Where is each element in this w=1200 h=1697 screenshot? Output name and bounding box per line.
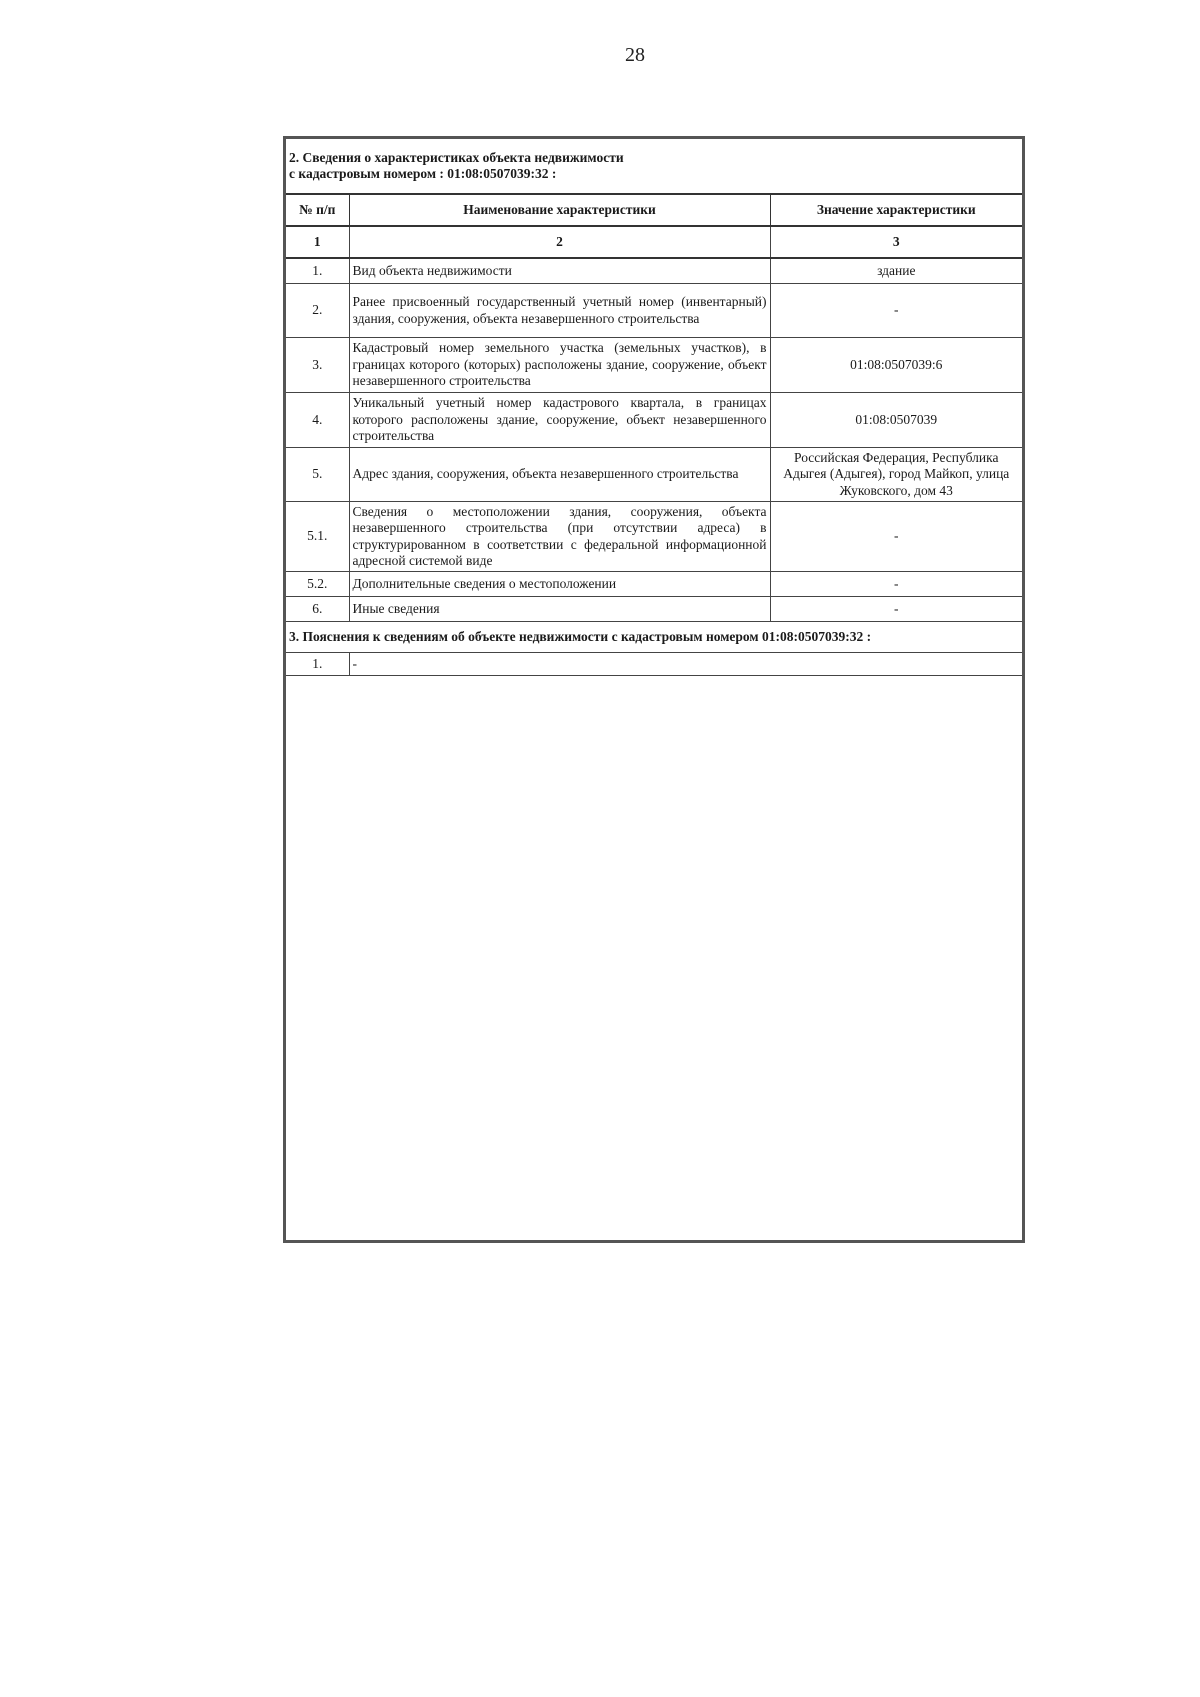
table-row: [286, 338, 1022, 393]
section3-title-row: [286, 622, 1022, 653]
column-number-3: 3: [770, 226, 1022, 258]
explanation-text: -: [349, 653, 1022, 676]
table-row: [286, 393, 1022, 448]
row-name: Кадастровый номер земельного участка (земельных участков), в границах которого (которых) расположены здание, сооружение, объект незавершенного строительства: [349, 338, 770, 393]
row-number: 5.: [286, 448, 349, 502]
header-name: Наименование характеристики: [349, 194, 770, 226]
characteristics-table: [286, 139, 1022, 676]
row-number: 5.1.: [286, 502, 349, 572]
row-value: Российская Федерация, Республика Адыгея (Адыгея), город Майкоп, улица Жуковского, дом 43: [770, 448, 1022, 502]
table-row: [286, 502, 1022, 572]
row-number: 2.: [286, 284, 349, 338]
row-value: -: [770, 597, 1022, 622]
row-number: 6.: [286, 597, 349, 622]
explanation-row: [286, 653, 1022, 676]
section2-title-row: [286, 139, 1022, 194]
row-value: -: [770, 502, 1022, 572]
row-value: -: [770, 572, 1022, 597]
row-number: 1.: [286, 258, 349, 284]
row-number: 5.2.: [286, 572, 349, 597]
column-number-row: [286, 226, 1022, 258]
row-value: здание: [770, 258, 1022, 284]
column-number-2: 2: [349, 226, 770, 258]
row-name: Иные сведения: [349, 597, 770, 622]
explanation-number: 1.: [286, 653, 349, 676]
table-row: [286, 448, 1022, 502]
header-number: № п/п: [286, 194, 349, 226]
row-value: 01:08:0507039:6: [770, 338, 1022, 393]
row-number: 3.: [286, 338, 349, 393]
column-header-row: [286, 194, 1022, 226]
row-value: -: [770, 284, 1022, 338]
row-value: 01:08:0507039: [770, 393, 1022, 448]
section2-title: [286, 139, 1022, 194]
row-name: Вид объекта недвижимости: [349, 258, 770, 284]
row-name: Адрес здания, сооружения, объекта незавершенного строительства: [349, 448, 770, 502]
row-name: Сведения о местоположении здания, сооружения, объекта незавершенного строительства (при отсутствии адреса) в структурированном в соответствии с федеральной информационной адресной системой виде: [349, 502, 770, 572]
column-number-1: 1: [286, 226, 349, 258]
document-sheet: [283, 136, 1025, 1243]
row-name: Ранее присвоенный государственный учетный номер (инвентарный) здания, сооружения, объекта незавершенного строительства: [349, 284, 770, 338]
header-value: Значение характеристики: [770, 194, 1022, 226]
row-name: Уникальный учетный номер кадастрового квартала, в границах которого расположены здание, сооружение, объект незавершенного строительства: [349, 393, 770, 448]
row-name: Дополнительные сведения о местоположении: [349, 572, 770, 597]
section3-title: 3. Пояснения к сведениям об объекте недвижимости с кадастровым номером 01:08:0507039:32 :: [286, 622, 1022, 653]
table-row: [286, 284, 1022, 338]
table-row: [286, 258, 1022, 284]
section2-title-line2: с кадастровым номером : 01:08:0507039:32 :: [289, 166, 557, 181]
section2-title-line1: 2. Сведения о характеристиках объекта недвижимости: [289, 149, 624, 165]
page-number: 28: [625, 44, 645, 66]
row-number: 4.: [286, 393, 349, 448]
table-row: [286, 597, 1022, 622]
table-row: [286, 572, 1022, 597]
